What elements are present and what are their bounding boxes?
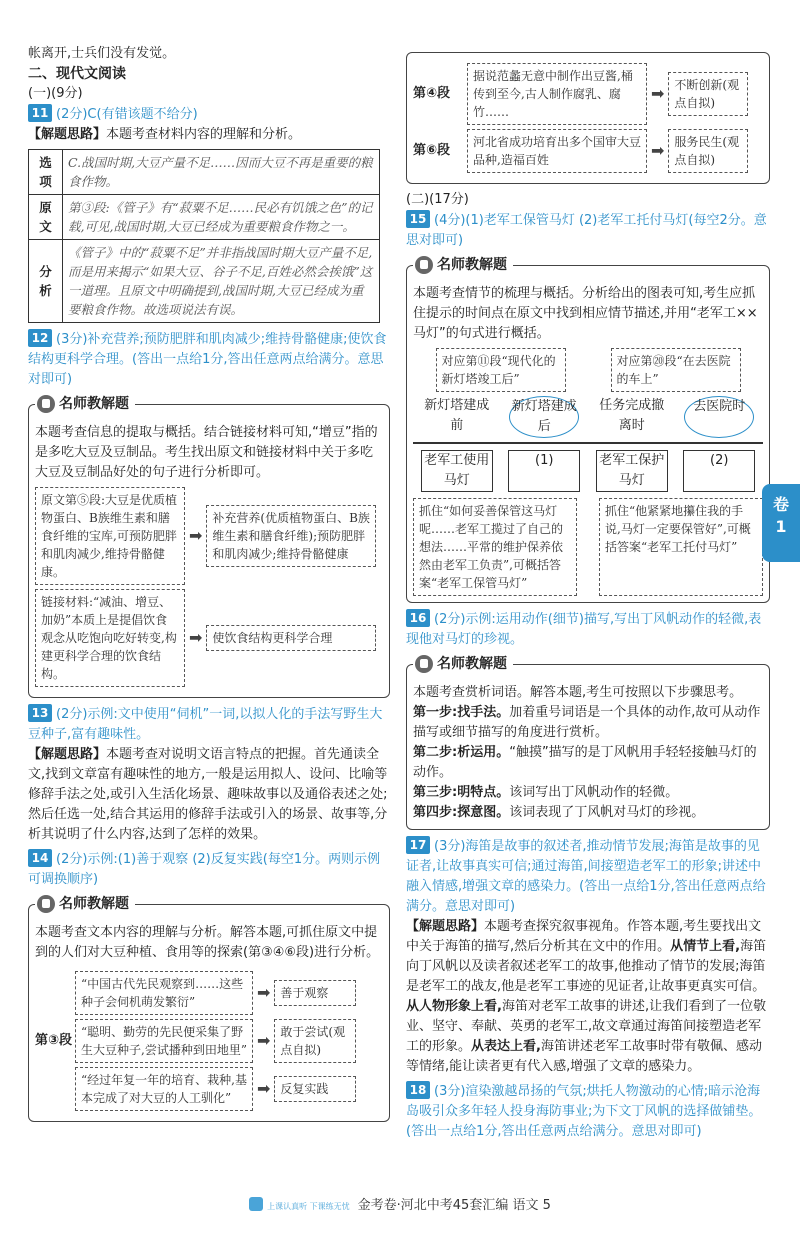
q14-item [75, 971, 383, 1015]
top-line: 帐离开,士兵们没有发觉。 [28, 46, 176, 61]
q15-cell: (1) [508, 450, 580, 492]
question-17 [406, 836, 770, 1077]
teacher-icon [37, 395, 55, 413]
q12-box1-result: 补充营养(优质植物蛋白、B族维生素和膳食纤维);预防肥胖和肌肉减少;维持骨骼健康 [206, 505, 376, 567]
arrow-right-icon: ➡ [651, 84, 665, 103]
q17-answer: (3分)海笛是故事的叙述者,推动情节发展;海笛是故事的见证者,让故事真实可信;通过海笛,间接塑造老军工的形象;讲述中融入情感,增强文章的感染力。(答出一点给1分,答出任意两点给满分。意思对即可) [406, 839, 766, 914]
table-row [29, 195, 380, 240]
q14-teacher-box [28, 896, 390, 1122]
question-15 [406, 210, 770, 603]
q15-teacher-text: 本题考查情节的梳理与概括。分析给出的图表可知,考生应抓住提示的时间点在原文中找到相应情节描述,并用“老军工××马灯”的句式进行概括。 [413, 286, 758, 341]
table-row [29, 240, 380, 323]
q14-quote: “中国古代先民观察到……这些种子会伺机萌发繁衍” [75, 971, 253, 1015]
question-13 [28, 704, 390, 845]
q14-item [75, 1019, 383, 1063]
q11-text: 本题考查材料内容的理解和分析。 [106, 127, 302, 142]
arrow-right-icon: ➡ [189, 526, 203, 545]
teacher-tag [413, 654, 513, 674]
q15-teacher-box [406, 257, 770, 603]
row-text: 第③段:《管子》有“菽粟不足……民必有饥饿之色”的记载,可见,战国时期,大豆已经成为重要粮食作物之一。 [63, 195, 380, 240]
q15-note2: 抓住“他紧紧地攥住我的手说,马灯一定要保管好”,可概括答案“老军工托付马灯” [599, 498, 763, 596]
q12-teacher-box [28, 396, 390, 698]
right-column [406, 52, 770, 1146]
q15-refs [413, 348, 763, 392]
question-12 [28, 329, 390, 698]
q12-flow-1 [35, 487, 383, 585]
q15-cells [413, 450, 763, 492]
question-14 [28, 849, 390, 1122]
logo-icon [249, 1197, 263, 1211]
q14-item [75, 1067, 383, 1111]
q13-tag: 【解题思路】 [28, 747, 107, 762]
q16-step [413, 743, 763, 783]
top-item [413, 129, 763, 173]
q12-flow-2 [35, 589, 383, 687]
q16-number: 16 [406, 609, 430, 627]
q15-times [413, 396, 763, 438]
timeline-arrow [413, 442, 763, 444]
q14-quote: “经过年复一年的培育、栽种,基本完成了对大豆的人工驯化” [75, 1067, 253, 1111]
teacher-icon [37, 895, 55, 913]
q14-result: 敢于尝试(观点自拟) [274, 1019, 356, 1063]
q12-box2-result: 使饮食结构更科学合理 [206, 625, 376, 651]
step-label: 第三步:明特点。 [413, 785, 510, 800]
q18-number: 18 [406, 1081, 430, 1099]
q13-text: 本题考查对说明文语言特点的把握。首先通读全文,找到文章富有趣味性的地方,一般是运用拟人、设问、比喻等修辞手法之处,或引入生活化场景、趣味故事以及通俗表述之处;然后任选一处,结合其运用的修辞手法或引入的场景、故事等,分析其说明了什么内容,达到了怎样的效果。 [28, 747, 388, 842]
teacher-title: 名师教解题 [59, 896, 129, 912]
q14-items [75, 967, 383, 1115]
q17-text3: 海笛对老军工故事的讲述,让我们看到了一位敬业、坚守、奉献、英勇的老军工,故文章通过海笛间接塑造老军工的形象。 [406, 999, 767, 1054]
part2-title: (二)(17分) [406, 192, 469, 207]
top-result: 服务民生(观点自拟) [668, 129, 748, 173]
question-18 [406, 1081, 770, 1142]
teacher-tag [35, 394, 135, 414]
q17-tag: 【解题思路】 [406, 919, 485, 934]
q16-answer: (2分)示例:运用动作(细节)描写,写出丁风帆动作的轻微,表现他对马灯的珍视。 [406, 612, 762, 647]
q14-teacher-text: 本题考查文本内容的理解与分析。解答本题,可抓住原文中提到的人们对大豆种植、食用等的探索(第③④⑥段)进行分析。 [35, 925, 380, 960]
arrow-right-icon: ➡ [257, 983, 271, 1002]
q12-answer: (3分)补充营养;预防肥胖和肌肉减少;维持骨骼健康;使饮食结构更科学合理。(答出一点给1分,答出任意两点给满分。意思对即可) [28, 332, 387, 387]
teacher-title: 名师教解题 [437, 257, 507, 273]
teacher-icon [415, 256, 433, 274]
step-label: 第二步:析运用。 [413, 745, 510, 760]
step-text: 加着重号词语是一个具体的动作,故可从动作描写或细节描写的角度进行赏析。 [413, 705, 761, 740]
q14-result: 善于观察 [274, 980, 356, 1006]
q16-step [413, 703, 763, 743]
q16-step [413, 783, 763, 803]
q17-text4: 海笛讲述老军工故事时带有敬佩、感动等情绪,能让读者更有代入感,增强了文章的感染力。 [406, 1039, 762, 1074]
q15-time: 去医院时 [684, 396, 754, 438]
q15-cell: 老军工使用马灯 [421, 450, 493, 492]
q12-box1: 原文第⑤段:大豆是优质植物蛋白、B族维生素和膳食纤维的宝库,可预防肥胖和肌肉减少,维持骨骼健康。 [35, 487, 185, 585]
q14-para: 第③段 [35, 1033, 73, 1048]
left-column [28, 44, 390, 1128]
q14-quote: “聪明、勤劳的先民便采集了野生大豆种子,尝试播种到田地里” [75, 1019, 253, 1063]
q15-cell: (2) [683, 450, 755, 492]
page-footer [0, 1196, 800, 1217]
question-11 [28, 104, 390, 323]
q17-bold1: 从情节上看, [670, 939, 741, 954]
tab-line1: 卷 [772, 495, 789, 514]
q16-teacher-text: 本题考查赏析词语。解答本题,考生可按照以下步骤思考。 [413, 685, 743, 700]
question-16 [406, 609, 770, 830]
arrow-right-icon: ➡ [257, 1031, 271, 1050]
teacher-icon [415, 655, 433, 673]
teacher-title: 名师教解题 [59, 396, 129, 412]
q15-note1: 抓住“如何妥善保管这马灯呢……老军工揽过了自己的想法……平常的维护保养依然由老军工负责”,可概括答案“老军工保管马灯” [413, 498, 577, 596]
q17-bold2: 从人物形象上看, [406, 999, 502, 1014]
arrow-right-icon: ➡ [651, 141, 665, 160]
top-item [413, 63, 763, 125]
row-head: 选项 [29, 150, 63, 195]
q16-step [413, 803, 763, 823]
teacher-title: 名师教解题 [437, 656, 507, 672]
q17-text1: 本题考查探究叙事视角。作答本题,考生要找出文中关于海笛的描写,然后分析其在文中的作用。 [406, 919, 762, 954]
q11-analysis-table [28, 149, 380, 323]
row-text: 《管子》中的“菽粟不足”并非指战国时期大豆产量不足,而是用来揭示“如果大豆、谷子不足,百姓必然会挨饿”这一道理。且原文中明确提到,战国时期,大豆已经成为重要粮食作物。故选项说法有误。 [63, 240, 380, 323]
footer-logo-text: 上课认真听 下课练无忧 [267, 1202, 350, 1211]
q17-number: 17 [406, 836, 430, 854]
q15-time: 任务完成撤离时 [599, 398, 665, 433]
q17-bold3: 从表达上看, [471, 1039, 541, 1054]
part1-title: (一)(9分) [28, 86, 83, 101]
q14-continued-box [406, 52, 770, 184]
q15-cell: 老军工保护马灯 [596, 450, 668, 492]
top-para: 第④段 [413, 86, 451, 101]
q12-number: 12 [28, 329, 52, 347]
q15-ref2: 对应第⑳段“在去医院的车上” [611, 348, 741, 392]
top-para: 第⑥段 [413, 143, 451, 158]
row-head: 分析 [29, 240, 63, 323]
q14-result: 反复实践 [274, 1076, 356, 1102]
step-text: 该词表现了丁风帆对马灯的珍视。 [509, 805, 705, 820]
footer-text: 金考卷·河北中考45套汇编 语文 5 [357, 1198, 551, 1213]
section-title: 二、现代文阅读 [28, 66, 126, 82]
q15-notes [413, 498, 763, 596]
top-quote: 据说范蠡无意中制作出豆酱,桶传到至今,古人制作腐乳、腐竹…… [467, 63, 647, 125]
tab-line2: 1 [775, 517, 787, 536]
q15-ref1: 对应第⑪段“现代化的新灯塔竣工后” [436, 348, 566, 392]
q15-time: 新灯塔建成后 [509, 396, 579, 438]
q11-tag: 【解题思路】 [28, 127, 107, 142]
q14-answer: (2分)示例:(1)善于观察 (2)反复实践(每空1分。两则示例可调换顺序) [28, 852, 381, 887]
q12-box2: 链接材料:“减油、增豆、加奶”本质上是提倡饮食观念从吃饱向吃好转变,构建更科学合理的饮食结构。 [35, 589, 185, 687]
q15-time: 新灯塔建成前 [424, 398, 490, 433]
step-text: 该词写出丁风帆动作的轻微。 [509, 785, 679, 800]
q12-teacher-text: 本题考查信息的提取与概括。结合链接材料可知,“增豆”指的是多吃大豆及豆制品。考生找出原文和链接材料中关于多吃大豆及豆制品好处的句子进行分析即可。 [35, 425, 378, 480]
step-label: 第一步:找手法。 [413, 705, 510, 720]
arrow-right-icon: ➡ [189, 628, 203, 647]
volume-side-tab [762, 484, 800, 562]
table-row [29, 150, 380, 195]
top-quote: 河北省成功培育出多个国审大豆品种,造福百姓 [467, 129, 647, 173]
top-result: 不断创新(观点自拟) [668, 72, 748, 116]
q13-number: 13 [28, 704, 52, 722]
q13-answer: (2分)示例:文中使用“伺机”一词,以拟人化的手法写野生大豆种子,富有趣味性。 [28, 707, 383, 742]
teacher-tag [35, 894, 135, 914]
q15-answer: (4分)(1)老军工保管马灯 (2)老军工托付马灯(每空2分。意思对即可) [406, 213, 767, 248]
q14-diagram [35, 967, 383, 1115]
arrow-right-icon: ➡ [257, 1079, 271, 1098]
q16-teacher-box [406, 656, 770, 830]
step-text: “触摸”描写的是丁风帆用手轻轻接触马灯的动作。 [413, 745, 757, 780]
row-head: 原文 [29, 195, 63, 240]
q14-number: 14 [28, 849, 52, 867]
step-label: 第四步:探意图。 [413, 805, 510, 820]
q18-answer: (3分)渲染激越昂扬的气氛;烘托人物激动的心情;暗示沧海岛吸引众多年轻人投身海防事业;为下文丁风帆的选择做铺垫。(答出一点给1分,答出任意两点给满分。意思对即可) [406, 1084, 762, 1139]
q15-number: 15 [406, 210, 430, 228]
q11-answer: (2分)C(有错该题不给分) [56, 107, 198, 122]
q11-number: 11 [28, 104, 52, 122]
row-text: C.战国时期,大豆产量不足……因而大豆不再是重要的粮食作物。 [63, 150, 380, 195]
q17-text2: 海笛向丁风帆以及读者叙述老军工的故事,他推动了情节的发展;海笛是老军工的战友,他是老军工事迹的见证者,让故事更真实可信。 [406, 939, 767, 994]
teacher-tag [413, 255, 513, 275]
